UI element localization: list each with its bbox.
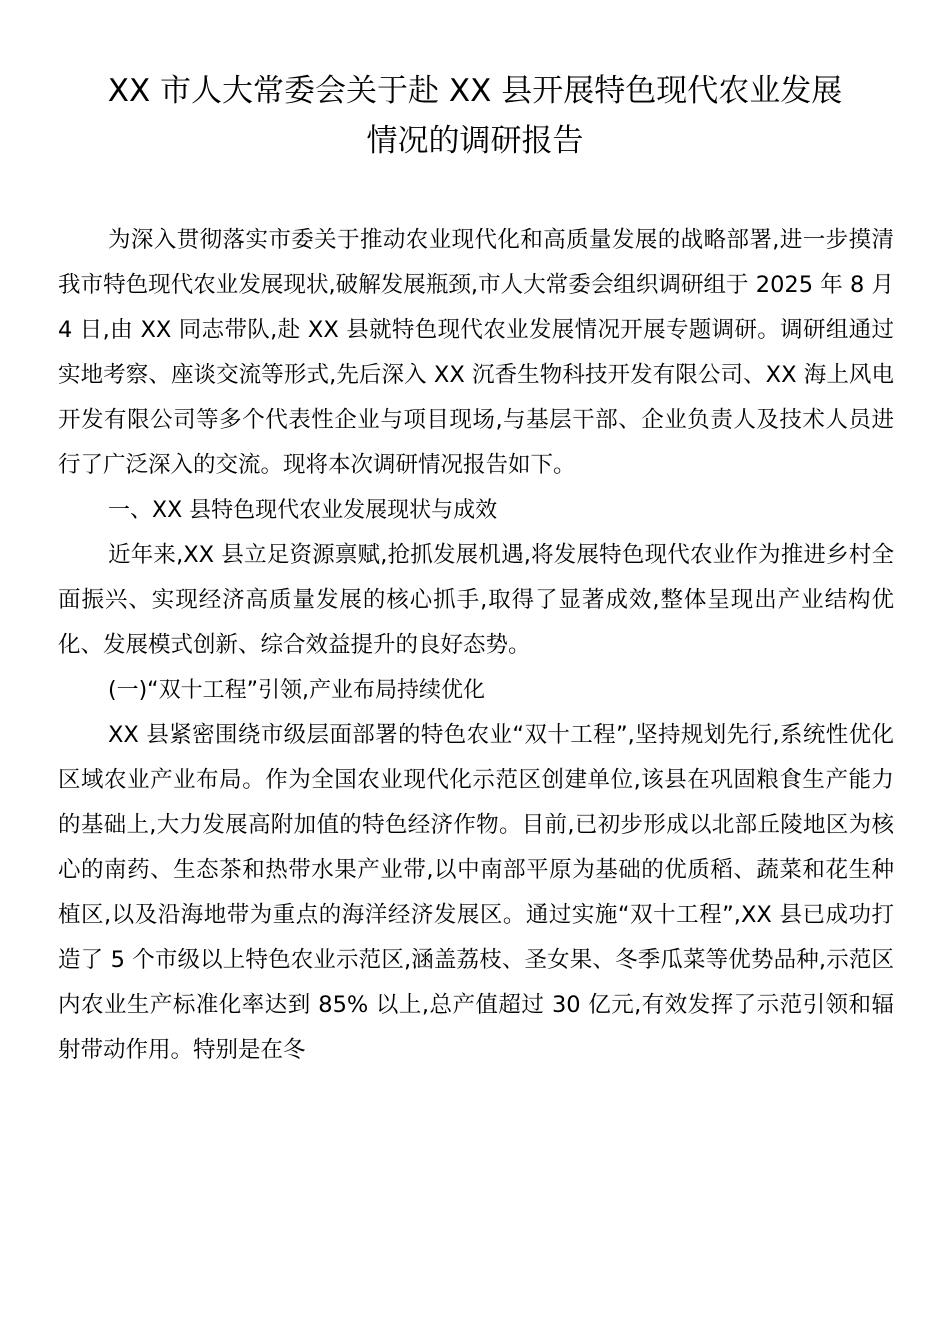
title-line-2: 情况的调研报告: [366, 123, 584, 159]
subsection-heading-1: (一)“双十工程”引领,产业布局持续优化: [108, 678, 485, 703]
section-1-paragraph: 近年来,XX 县立足资源禀赋,抢抓发展机遇,将发展特色现代农业作为推进乡村全面振兴、实现经济高质量发展的核心抓手,取得了显著成效,整体呈现出产业结构优化、发展模式创新、综合效益提升的良好态势。: [58, 542, 894, 658]
title-line-1: XX 市人大常委会关于赴 XX 县开展特色现代农业发展: [107, 73, 843, 109]
section-heading-1: 一、XX 县特色现代农业发展现状与成效: [108, 498, 498, 523]
document-body: [58, 218, 894, 1073]
document-title: [40, 66, 910, 166]
subsection-1-paragraph: XX 县紧密围绕市级层面部署的特色农业“双十工程”,坚持规划先行,系统性优化区域农业产业布局。作为全国农业现代化示范区创建单位,该县在巩固粮食生产能力的基础上,大力发展高附加值的特色经济作物。目前,已初步形成以北部丘陵地区为核心的南药、生态茶和热带水果产业带,以中南部平原为基础的优质稻、蔬菜和花生种植区,以及沿海地带为重点的海洋经济发展区。通过实施“双十工程”,XX 县已成功打造了 5 个市级以上特色农业示范区,涵盖荔枝、圣女果、冬季瓜菜等优势品种,示范区内农业生产标准化率达到 85% 以上,总产值超过 30 亿元,有效发挥了示范引领和辐射带动作用。特别是在冬: [58, 722, 894, 1063]
intro-paragraph: 为深入贯彻落实市委关于推动农业现代化和高质量发展的战略部署,进一步摸清我市特色现代农业发展现状,破解发展瓶颈,市人大常委会组织调研组于 2025 年 8 月 4 日,由 XX 同志带队,赴 XX 县就特色现代农业发展情况开展专题调研。调研组通过实地考察、座谈交流等形式,先后深入 XX 沉香生物科技开发有限公司、XX 海上风电开发有限公司等多个代表性企业与项目现场,与基层干部、企业负责人及技术人员进行了广泛深入的交流。现将本次调研情况报告如下。: [58, 227, 894, 478]
